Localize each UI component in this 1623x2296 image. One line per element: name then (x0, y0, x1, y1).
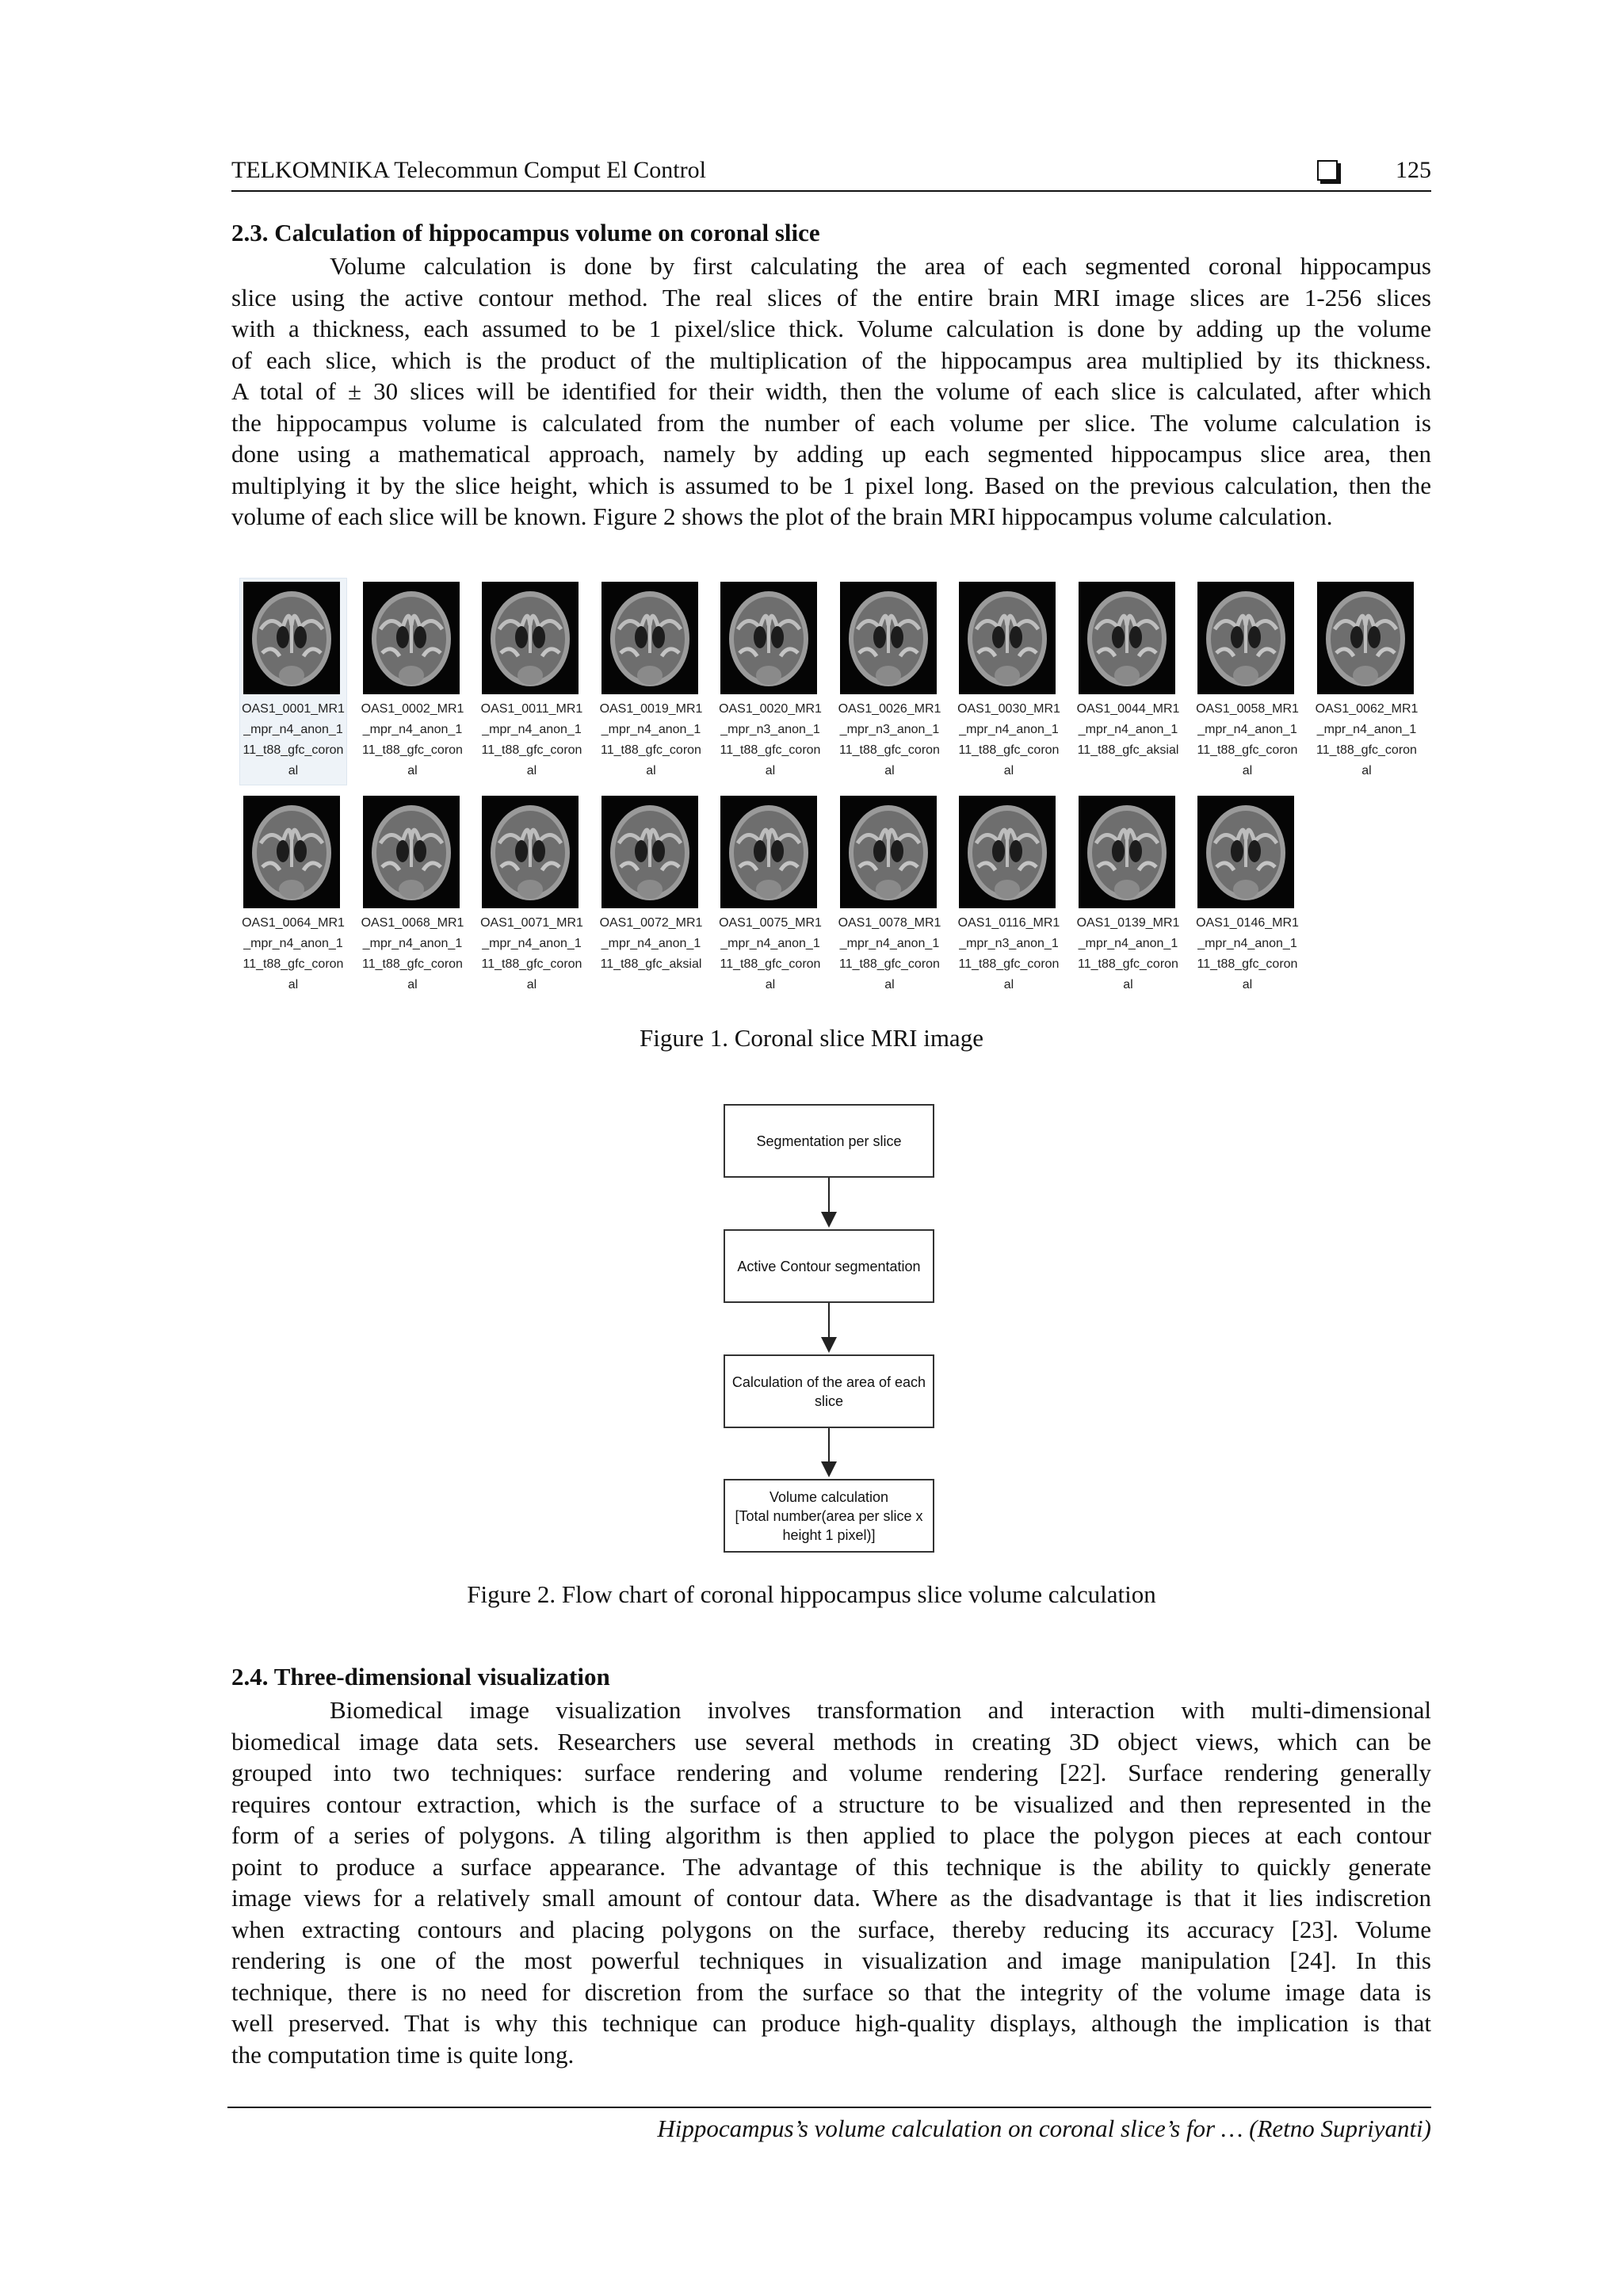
section-2-3-title: 2.3. Calculation of hippocampus volume on coronal slice (231, 219, 820, 246)
paragraph-line: technique, there is no need for discretion from the surface so that the integrity of the volume image data is (231, 1977, 1431, 2006)
paragraph-line: biomedical image data sets. Researchers use several methods in creating 3D object views, which can be (231, 1727, 1431, 1755)
file-name-line: _mpr_n4_anon_1 (1078, 937, 1178, 950)
file-name-line: al (884, 978, 895, 991)
file-name-line: _mpr_n4_anon_1 (1197, 723, 1297, 736)
flow-step-active-contour: Active Contour segmentation (724, 1229, 934, 1303)
file-name-line: 11_t88_gfc_coron (601, 743, 701, 757)
file-name-line: _mpr_n4_anon_1 (243, 937, 343, 950)
flow-step-area-calculation: Calculation of the area of each slice (724, 1354, 934, 1428)
file-name-line: al (1003, 764, 1014, 777)
section-2-4-paragraph (231, 1694, 1431, 2070)
file-name-line: al (407, 764, 418, 777)
paragraph-line: volume of each slice will be known. Figure 2 shows the plot of the brain MRI hippocampus volume calculation. (231, 502, 1333, 530)
file-name-line: al (407, 978, 418, 991)
file-name-line: OAS1_0011_MR1 (480, 702, 583, 716)
file-name-line: 11_t88_gfc_coron (362, 743, 463, 757)
file-name-line: _mpr_n4_anon_1 (1197, 937, 1297, 950)
file-name-line: _mpr_n4_anon_1 (839, 937, 940, 950)
file-name-line: OAS1_0068_MR1 (361, 916, 464, 930)
file-name-line: 11_t88_gfc_coron (242, 743, 344, 757)
file-name-line: 11_t88_gfc_coron (720, 743, 821, 757)
file-name-line: _mpr_n4_anon_1 (601, 723, 701, 736)
page-number: 125 (1396, 157, 1431, 183)
paragraph-line: image views for a relatively small amount of contour data. Where as the disadvantage is that it lies indiscretion (231, 1884, 1431, 1912)
file-name-line: OAS1_0072_MR1 (599, 916, 703, 930)
file-name-line: al (1003, 978, 1014, 991)
paragraph-line: the hippocampus volume is calculated from the number of each volume per slice. The volume calculation is (231, 408, 1431, 437)
file-name-line: _mpr_n4_anon_1 (482, 937, 582, 950)
file-name-line: _mpr_n4_anon_1 (362, 937, 463, 950)
file-name-line: 11_t88_gfc_coron (958, 743, 1060, 757)
file-name-line: al (765, 978, 776, 991)
paragraph-line: of each slice, which is the product of the multiplication of the hippocampus area multiplied by its thickness. (231, 346, 1431, 374)
paragraph-line: grouped into two techniques: surface rendering and volume rendering [22]. Surface rendering generally (231, 1759, 1431, 1786)
paragraph-line: multiplying it by the slice height, which is assumed to be 1 pixel long. Based on the previous calculation, then the (231, 471, 1431, 499)
file-name-line: al (526, 978, 537, 991)
file-name-line: 11_t88_gfc_coron (1316, 743, 1417, 757)
file-name-line: _mpr_n3_anon_1 (959, 937, 1059, 950)
file-name-line: 11_t88_gfc_aksial (1077, 743, 1179, 757)
file-name-line: OAS1_0020_MR1 (719, 702, 822, 716)
file-name-line: _mpr_n4_anon_1 (482, 723, 582, 736)
file-name-line: OAS1_0071_MR1 (480, 916, 583, 930)
file-name-line: OAS1_0058_MR1 (1196, 702, 1299, 716)
footer-running-title: Hippocampus’s volume calculation on coronal slice’s for … (Retno Supriyanti) (657, 2115, 1431, 2142)
paragraph-line: A total of ± 30 slices will be identified for their width, then the volume of each slice is calculated, after which (231, 377, 1431, 405)
paragraph-line: point to produce a surface appearance. The advantage of this technique is the ability to quickly generate (231, 1852, 1431, 1881)
file-name-line: al (288, 764, 299, 777)
file-name-line: OAS1_0044_MR1 (1076, 702, 1180, 716)
file-name-line: 11_t88_gfc_coron (958, 957, 1060, 971)
file-name-line: OAS1_0002_MR1 (361, 702, 464, 716)
file-name-line: OAS1_0026_MR1 (838, 702, 941, 716)
section-2-4-title: 2.4. Three-dimensional visualization (231, 1663, 610, 1690)
paragraph-line: requires contour extraction, which is the surface of a structure to be visualized and then represented in the (231, 1790, 1431, 1818)
file-name-line: al (1242, 978, 1253, 991)
file-name-line: OAS1_0001_MR1 (242, 702, 345, 716)
file-name-line: 11_t88_gfc_coron (1197, 957, 1298, 971)
flow-step-volume-calculation (724, 1479, 934, 1553)
file-name-line: 11_t88_gfc_coron (1197, 743, 1298, 757)
flow-step-volume-line: height 1 pixel)] (782, 1526, 876, 1543)
file-name-line: OAS1_0078_MR1 (838, 916, 941, 930)
file-name-line: OAS1_0062_MR1 (1315, 702, 1419, 716)
paragraph-line: Biomedical image visualization involves transformation and interaction with multi-dimensional (330, 1696, 1431, 1724)
paragraph-line: with a thickness, each assumed to be 1 pixel/slice thick. Volume calculation is done by adding up the volume (231, 315, 1431, 342)
file-name-line: _mpr_n4_anon_1 (362, 723, 463, 736)
file-name-line: 11_t88_gfc_coron (1078, 957, 1178, 971)
paragraph-line: Volume calculation is done by first calculating the area of each segmented coronal hippocampus (330, 252, 1431, 280)
footer-rule (227, 2107, 1431, 2108)
file-name-line: 11_t88_gfc_coron (242, 957, 344, 971)
file-name-line: al (884, 764, 895, 777)
file-name-line: al (1242, 764, 1253, 777)
file-name-line: OAS1_0075_MR1 (719, 916, 822, 930)
paragraph-line: when extracting contours and placing polygons on the surface, thereby reducing its accuracy [23]. Volume (231, 1915, 1431, 1943)
file-name-line: 11_t88_gfc_coron (839, 743, 940, 757)
file-name-line: OAS1_0139_MR1 (1076, 916, 1180, 930)
file-name-line: 11_t88_gfc_coron (481, 743, 582, 757)
file-name-line: al (526, 764, 537, 777)
file-name-line: al (765, 764, 776, 777)
paragraph-line: rendering is one of the most powerful techniques in visualization and image manipulation [24]. In this (231, 1946, 1431, 1974)
flow-step-volume-line: [Total number(area per slice x (735, 1507, 923, 1524)
file-name-line: al (1123, 978, 1133, 991)
file-name-line: _mpr_n4_anon_1 (720, 937, 820, 950)
file-name-line: _mpr_n4_anon_1 (1316, 723, 1417, 736)
file-name-line: OAS1_0030_MR1 (957, 702, 1060, 716)
figure-2-caption: Figure 2. Flow chart of coronal hippocampus slice volume calculation (467, 1580, 1156, 1608)
file-name-line: OAS1_0019_MR1 (599, 702, 703, 716)
file-name-line: _mpr_n4_anon_1 (601, 937, 701, 950)
file-name-line: al (1361, 764, 1372, 777)
journal-title: TELKOMNIKA Telecommun Comput El Control (231, 157, 706, 183)
flow-step-segmentation: Segmentation per slice (724, 1104, 934, 1178)
file-name-line: 11_t88_gfc_coron (481, 957, 582, 971)
file-name-line: 11_t88_gfc_aksial (600, 957, 702, 971)
paragraph-line: well preserved. That is why this technique can produce high-quality displays, although the implication is that (231, 2009, 1431, 2037)
file-name-line: _mpr_n4_anon_1 (243, 723, 343, 736)
file-name-line: _mpr_n4_anon_1 (959, 723, 1059, 736)
paragraph-line: form of a series of polygons. A tiling algorithm is then applied to place the polygon pieces at each contour (231, 1821, 1431, 1849)
file-name-line: OAS1_0146_MR1 (1196, 916, 1299, 930)
file-name-line: _mpr_n3_anon_1 (720, 723, 820, 736)
figure-1-caption: Figure 1. Coronal slice MRI image (640, 1024, 983, 1052)
file-name-line: OAS1_0064_MR1 (242, 916, 345, 930)
paragraph-line: done using a mathematical approach, namely by adding up each segmented hippocampus slice area, then (231, 440, 1431, 468)
file-name-line: 11_t88_gfc_coron (362, 957, 463, 971)
file-name-line: 11_t88_gfc_coron (720, 957, 821, 971)
flow-step-volume-line: Volume calculation (769, 1488, 889, 1505)
paragraph-line: slice using the active contour method. The real slices of the entire brain MRI image slices are 1-256 slices (231, 283, 1431, 311)
paragraph-line: the computation time is quite long. (231, 2040, 575, 2069)
file-name-line: OAS1_0116_MR1 (957, 916, 1060, 930)
file-name-line: al (646, 764, 656, 777)
file-name-line: _mpr_n3_anon_1 (839, 723, 940, 736)
file-name-line: al (288, 978, 299, 991)
file-name-line: 11_t88_gfc_coron (839, 957, 940, 971)
file-name-line: _mpr_n4_anon_1 (1078, 723, 1178, 736)
